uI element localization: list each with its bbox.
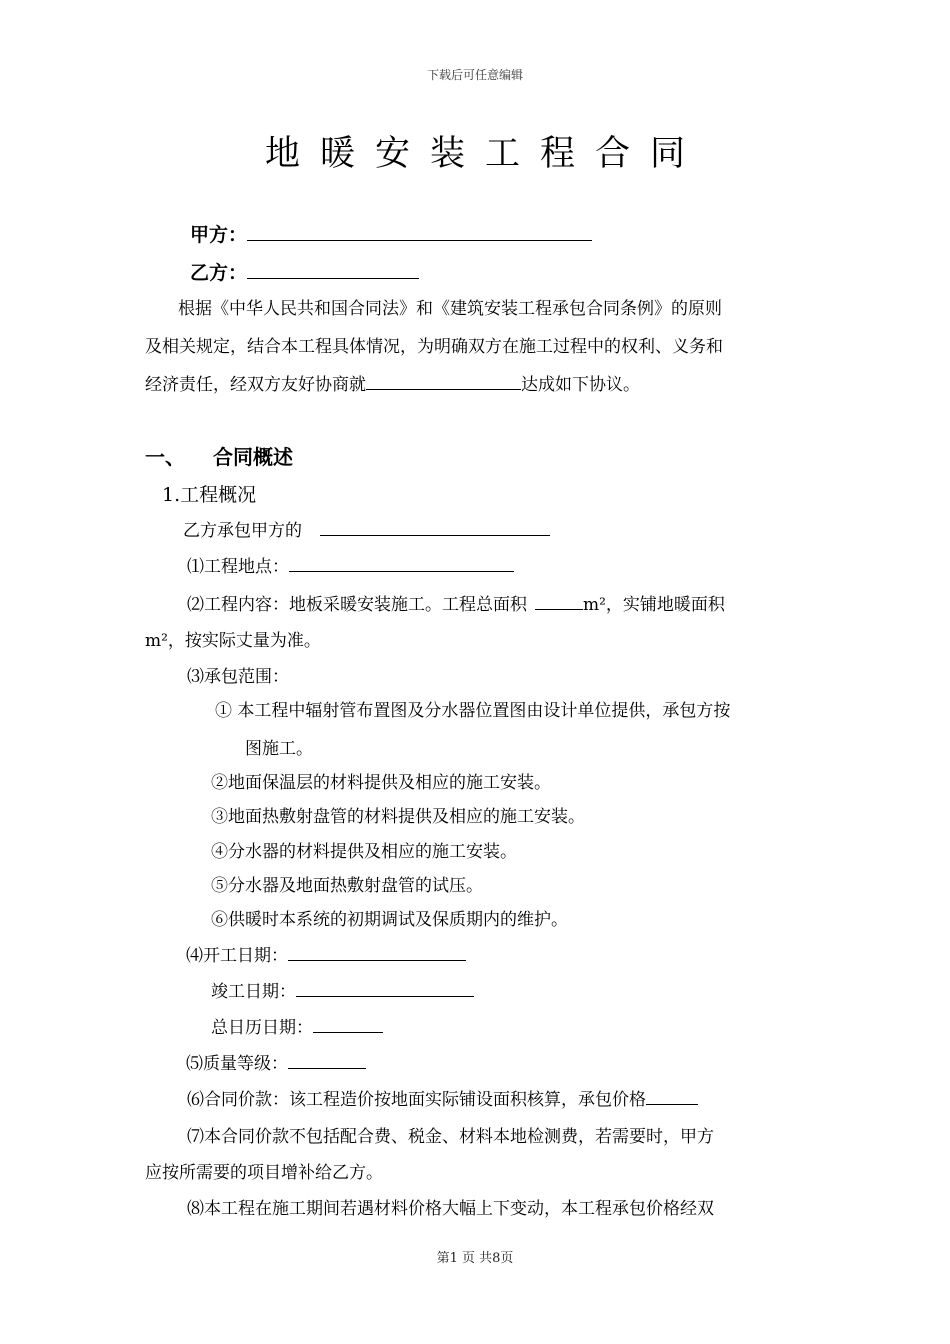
contract-of-blank — [320, 534, 550, 536]
scope-heading: ⑶承包范围： — [187, 667, 289, 687]
price-line — [187, 1085, 698, 1110]
intro-line-3 — [145, 370, 640, 395]
contract-of-label: 乙方承包甲方的 — [183, 521, 302, 541]
scope-item-3: ③地面热敷射盘管的材料提供及相应的施工安装。 — [211, 807, 585, 827]
scope-item-5: ⑤分水器及地面热敷射盘管的试压。 — [211, 876, 483, 896]
scope-item-2: ②地面保温层的材料提供及相应的施工安装。 — [211, 773, 551, 793]
location-line — [187, 552, 514, 577]
contract-of-line — [183, 516, 550, 541]
party-a-blank — [247, 239, 592, 241]
exclusions-line-2: 应按所需要的项目增补给乙方。 — [145, 1163, 383, 1183]
intro-line-2: 及相关规定，结合本工程具体情况，为明确双方在施工过程中的权利、义务和 — [145, 337, 723, 357]
price-change-line: ⑻本工程在施工期间若遇材料价格大幅上下变动，本工程承包价格经双 — [187, 1199, 714, 1219]
quality-label: ⑸质量等级： — [186, 1054, 288, 1074]
total-area-blank — [535, 608, 583, 610]
quality-line — [186, 1049, 366, 1074]
start-date-label: ⑷开工日期： — [186, 946, 288, 966]
end-date-blank — [296, 995, 474, 997]
party-a-label: 甲方： — [190, 224, 248, 246]
scope-item-1: ① 本工程中辐射管布置图及分水器位置图由设计单位提供，承包方按 — [215, 701, 731, 721]
content-label-b: m²，实铺地暖面积 — [583, 595, 725, 615]
party-a-line — [190, 220, 592, 247]
content-line-2: m²，按实际丈量为准。 — [145, 631, 321, 651]
document-title: 地暖安装工程合同 — [264, 134, 705, 174]
project-name-blank — [366, 388, 521, 390]
section-1-number: 一、 — [145, 445, 185, 469]
party-b-line — [190, 258, 419, 285]
quality-blank — [288, 1067, 366, 1069]
party-b-blank — [247, 277, 419, 279]
end-date-line — [211, 977, 474, 1002]
page-header: 下载后可任意编辑 — [426, 68, 523, 82]
exclusions-line-1: ⑺本合同价款不包括配合费、税金、材料本地检测费，若需要时，甲方 — [187, 1127, 714, 1147]
item-1-heading: 1.工程概况 — [162, 484, 257, 506]
calendar-days-label: 总日历日期： — [211, 1018, 313, 1038]
content-label-a: ⑵工程内容：地板采暖安装施工。工程总面积 — [187, 595, 527, 615]
party-b-label: 乙方： — [190, 262, 248, 284]
location-blank — [289, 570, 514, 572]
calendar-days-blank — [313, 1031, 383, 1033]
start-date-blank — [288, 959, 466, 961]
scope-item-6: ⑥供暖时本系统的初期调试及保质期内的维护。 — [211, 910, 568, 930]
intro-line-1: 根据《中华人民共和国合同法》和《建筑安装工程承包合同条例》的原则 — [178, 299, 722, 319]
start-date-line — [186, 941, 466, 966]
section-1-title: 合同概述 — [213, 445, 293, 469]
price-blank — [646, 1103, 698, 1105]
intro-line-3-a: 经济责任，经双方友好协商就 — [145, 375, 366, 395]
end-date-label: 竣工日期： — [211, 982, 296, 1002]
price-label: ⑹合同价款：该工程造价按地面实际铺设面积核算，承包价格 — [187, 1090, 646, 1110]
intro-line-3-b: 达成如下协议。 — [521, 375, 640, 395]
content-line — [187, 590, 725, 615]
scope-item-4: ④分水器的材料提供及相应的施工安装。 — [211, 842, 517, 862]
page-footer: 第1 页 共8页 — [436, 1251, 514, 1266]
section-1-heading — [145, 441, 293, 470]
calendar-days-line — [211, 1013, 383, 1038]
location-label: ⑴工程地点： — [187, 557, 289, 577]
scope-item-1-cont: 图施工。 — [245, 739, 313, 759]
